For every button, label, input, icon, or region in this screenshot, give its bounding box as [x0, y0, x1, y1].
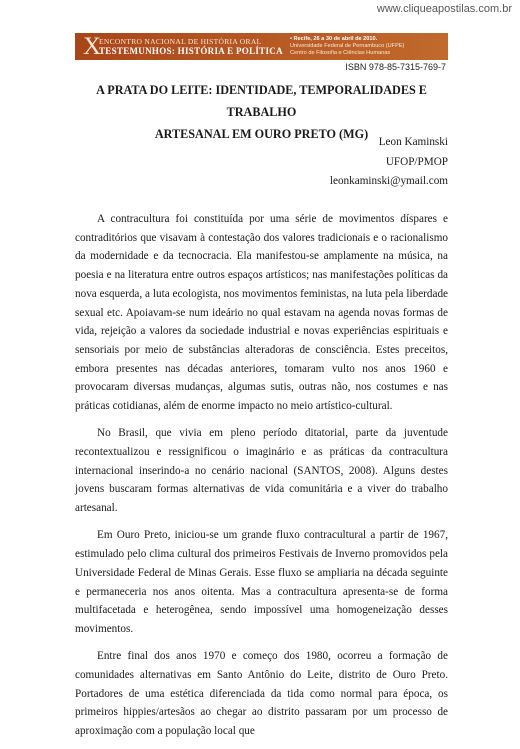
- isbn-label: ISBN 978-85-7315-769-7: [345, 62, 446, 72]
- author-email: leonkaminski@ymail.com: [329, 175, 448, 187]
- author-name: Leon Kaminski: [378, 136, 448, 148]
- paper-body: [75, 210, 448, 749]
- author-affiliation: UFOP/PMOP: [385, 155, 448, 168]
- banner-date: • Recife, 26 a 30 de abril de 2010.: [290, 36, 378, 42]
- paragraph: A contracultura foi constituída por uma série de movimentos díspares e contraditórios que visavam à contestação dos valores tradicionais e o racionalismo da modernidade e da tecnocracia. Ela manifestou-se amplamente na música, na poesia e na literatura entre outros espaços artísticos; nas manifestações políticas da nova esquerda, a luta ecologista, nos movimentos feministas, na luta pela liberdade sexual etc. Apoiavam-se num ideário no qual estavam na agenda novas formas de vida, rejeição a valores da sociedade industrial e novas experiências espirituais e sensoriais por meio de substâncias alteradoras de consciência. Estes preceitos, embora presentes nas décadas anteriores, tomaram vulto nos anos 1960 e provocaram diversas mudanças, algumas sutis, outras não, nos costumes e nas práticas cotidianas, além de enorme impacto no meio artístico-cultural.: [75, 213, 448, 413]
- event-banner: [75, 33, 448, 60]
- paragraph: Entre final dos anos 1970 e começo dos 1980, ocorreu a formação de comunidades alternativas em Santo Antônio do Leite, distrito de Ouro Preto. Portadores de uma estética diferenciada da tida como normal para época, os primeiros hippies/artesãos ao chegar ao distrito passaram por um processo de aproximação com a população local que: [75, 650, 448, 738]
- author-block: [330, 133, 448, 192]
- paragraph: No Brasil, que vivia em pleno período ditatorial, parte da juventude recontextualizou e ressignificou o imaginário e as práticas da contracultura internacional inserindo-a no cenário nacional (SANTOS, 2008). Alguns destes jovens buscaram formas alternativas de vida comunitária e a viver do trabalho artesanal.: [75, 427, 448, 515]
- title-line-1: A PRATA DO LEITE: IDENTIDADE, TEMPORALIDADES E TRABALHO: [96, 83, 427, 119]
- paragraph: Em Ouro Preto, iniciou-se um grande fluxo contracultural a partir de 1967, estimulado pelo clima cultural dos primeiros Festivais de Inverno promovidos pela Universidade Federal de Minas Gerais. Esse fluxo se ampliaria na década seguinte e permaneceria nos anos oitenta. Mas a contracultura apresenta-se de forma multifacetada e heterogênea, sendo impossível uma homogeneização desses movimentos.: [75, 529, 448, 635]
- banner-event-name: ENCONTRO NACIONAL DE HISTÓRIA ORAL: [99, 37, 262, 46]
- site-watermark: www.cliqueapostilas.com.br: [376, 3, 512, 15]
- banner-institution: Universidade Federal de Pernambuco (UFPE): [290, 43, 405, 49]
- title-line-2: ARTESANAL EM OURO PRETO (MG): [154, 127, 369, 141]
- banner-details: [290, 36, 445, 57]
- banner-event-theme: TESTEMUNHOS: HISTÓRIA E POLÍTICA: [99, 46, 283, 56]
- banner-center: Centro de Filosofia e Ciências Humanas: [290, 50, 391, 56]
- banner-edition: X: [83, 33, 102, 60]
